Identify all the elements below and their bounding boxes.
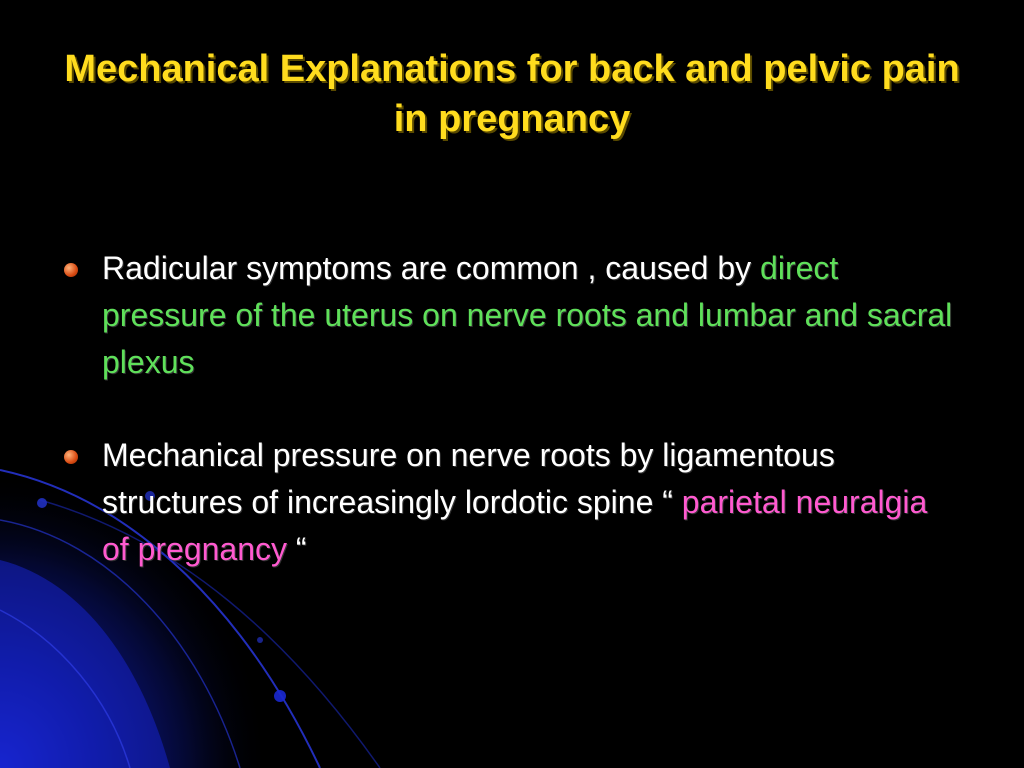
bullet-2-text: Mechanical pressure on nerve roots by ligamentous structures of increasingly lordotic spine “ [102,437,835,520]
bullet-dot-icon [64,450,78,464]
slide-title: Mechanical Explanations for back and pelvic pain in pregnancy [64,48,960,140]
bullet-2-text-after: “ [295,531,307,567]
bullet-list [60,245,960,619]
bullet-2-highlight: parietal neuralgia of pregnancy [102,484,928,567]
bullet-1-text: Radicular symptoms are common , caused by [102,250,752,286]
bullet-item-2 [60,432,960,573]
bullet-dot-icon [64,263,78,277]
bullet-1-highlight: direct pressure of the uterus on nerve roots and lumbar and sacral plexus [102,250,953,380]
bullet-item-1 [60,245,960,386]
